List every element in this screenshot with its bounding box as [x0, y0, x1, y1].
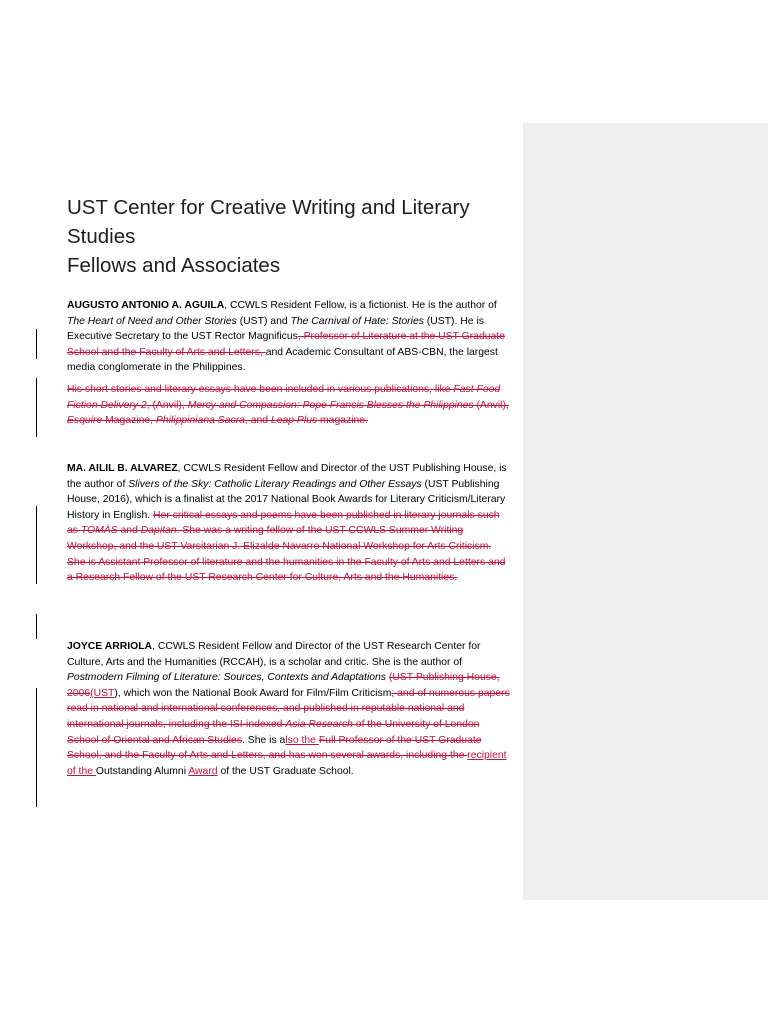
bio-text: (UST). He is Executive Secretary to the UST Rector Magnificus: [67, 315, 484, 343]
tracked-deletion: TOMÁS: [80, 525, 118, 537]
bio-aguila-deleted-paragraph: [67, 382, 512, 429]
tracked-deletion: , and: [244, 415, 271, 427]
book-title: The Heart of Need and Other Stories: [67, 315, 237, 327]
change-bar: [36, 506, 37, 584]
bio-text: . She is a: [242, 734, 286, 746]
tracked-deletion: . She was a writing fellow of the UST CCWLS Summer Writing Workshop, and the UST Varsitarian J. Elizalde Navarro National Workshop for Arts Criticism. She is Assistant Professor of literature and the humanities in the Faculty of Arts and Letters and a Research Fellow of the UST Research Center for Culture, Arts and the Humanities.: [67, 525, 506, 584]
bio-text: ), which won the National Book Award for Film/Film Criticism: [114, 687, 392, 699]
tracked-insertion: Award: [188, 765, 218, 777]
bio-text: and Academic Consultant of ABS-CBN, the largest media conglomerate in the Philippines.: [67, 346, 498, 374]
tracked-insertion: (UST: [90, 687, 115, 699]
bio-text: , CCWLS Resident Fellow and Director of the UST Research Center for Culture, Arts and the Humanities (RCCAH), is a scholar and critic. She is the author of: [67, 641, 481, 668]
bio-text: (UST Publishing House, 2016), which is a finalist at the 2017 National Book Awards for Literary Criticism/Literary History in English.: [67, 478, 506, 521]
tracked-deletion: ; and of numerous papers read in national and international conferences, and published in reputable national and international journals, including the ISI-indexed: [67, 687, 510, 730]
bio-aguila: [67, 298, 512, 376]
tracked-deletion: and: [117, 525, 141, 537]
change-bar: [36, 688, 37, 807]
tracked-deletion: Leap Plus: [270, 415, 318, 427]
bio-text: (UST) and: [236, 315, 291, 327]
tracked-deletion: Dapitan: [140, 525, 177, 537]
tracked-deletion: (Anvil),: [473, 399, 509, 411]
bio-alvarez: [67, 461, 512, 586]
bio-text: , CCWLS Resident Fellow, is a fictionist. He is the author of: [224, 300, 497, 311]
tracked-insertion: lso the: [285, 734, 319, 746]
bio-text: of the UST Graduate School.: [217, 765, 354, 777]
tracked-deletion: Fast Food Fiction Delivery 2: [67, 384, 501, 411]
tracked-deletion: Full Professor of the UST Graduate School, and the Faculty of Arts and Letters, and has won several awards, including the: [67, 734, 482, 762]
change-bar: [36, 614, 37, 639]
tracked-deletion: Philippiniana Sacra: [155, 415, 245, 427]
tracked-deletion: of the University of London School of Oriental and African Studies: [67, 718, 480, 746]
tracked-deletion: magazine.: [317, 415, 368, 427]
bio-arriola: [67, 639, 512, 779]
tracked-deletion: Asia Research: [285, 718, 353, 730]
book-title: Postmodern Filming of Literature: Sources, Contexts and Adaptations: [67, 672, 387, 684]
change-bar: [36, 378, 37, 437]
title-line-1: UST Center for Creative Writing and Literary Studies: [67, 196, 470, 248]
tracked-deletion: His short stories and literary essays have been included in various publications, like: [67, 384, 454, 395]
tracked-deletion: , (Anvil),: [146, 399, 188, 411]
tracked-deletion: (UST Publishing House, 2006: [67, 672, 500, 699]
fellow-name: AUGUSTO ANTONIO A. AGUILA: [67, 300, 225, 311]
bio-text: , CCWLS Resident Fellow and Director of the UST Publishing House, is the author of: [67, 463, 507, 490]
fellow-name: JOYCE ARRIOLA: [67, 641, 153, 652]
comment-pane: [523, 123, 768, 900]
page-title: [67, 193, 517, 280]
tracked-deletion: , Professor of Literature at the UST Graduate School and the Faculty of Arts and Letters,: [67, 331, 505, 358]
tracked-deletion: Esquire: [67, 415, 103, 427]
bio-text: Outstanding Alumni: [95, 765, 189, 777]
tracked-deletion: Mercy and Compassion: Pope Francis Blesses the Philippines: [187, 399, 474, 411]
book-title: The Carnival of Hate: Stories: [290, 315, 424, 327]
tracked-deletion: Her critical essays and poems have been published in literary journals such as: [67, 509, 500, 537]
book-title: Slivers of the Sky: Catholic Literary Readings and Other Essays: [128, 478, 422, 490]
fellow-name: MA. AILIL B. ALVAREZ: [67, 463, 178, 474]
tracked-insertion: recipient of the: [67, 750, 507, 777]
change-bar: [36, 329, 37, 359]
title-line-2: Fellows and Associates: [67, 254, 281, 277]
tracked-deletion: Magazine,: [102, 415, 156, 427]
